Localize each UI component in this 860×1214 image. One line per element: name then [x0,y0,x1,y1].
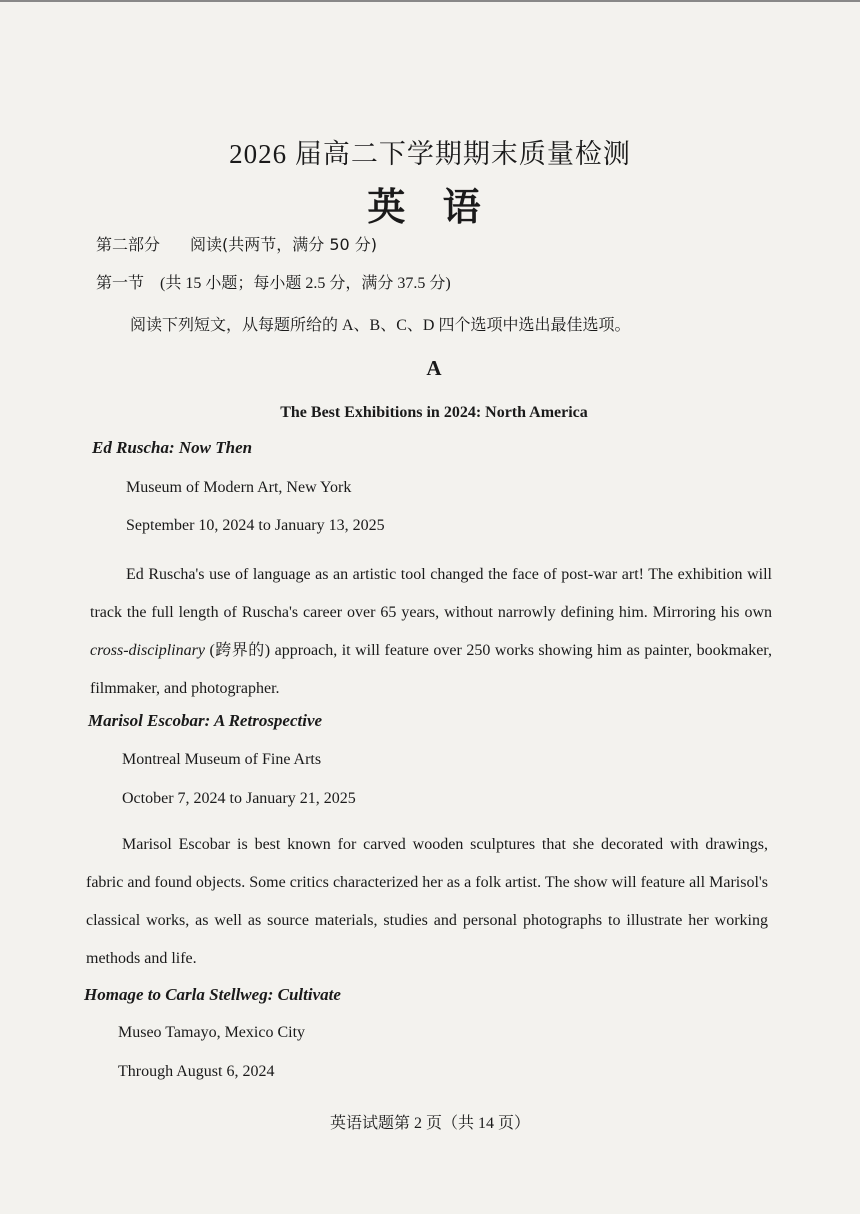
exhibition-dates: Through August 6, 2024 [118,1063,275,1080]
description-text: Ed Ruscha's use of language as an artistic tool changed the face of post-war art! The exhibition will track the full length of Ruscha's career over 65 years, without narrowly defining him. Mirroring his own [90,566,772,621]
exhibition-dates: September 10, 2024 to January 13, 2025 [126,517,385,534]
passage-letter: A [426,356,442,380]
exhibition-description [90,556,772,708]
part-description: 阅读(共两节，满分 50 分) [190,235,378,254]
part-heading [96,232,377,255]
passage-title: The Best Exhibitions in 2024: North America [280,404,588,421]
exhibition-title: Homage to Carla Stellweg: Cultivate [84,985,341,1004]
part-name: 第二部分 [96,235,161,254]
page-edge [0,0,860,2]
exam-title: 2026 届高二下学期期末质量检测 [229,139,631,169]
page-footer: 英语试题第 2 页（共 14 页） [329,1115,530,1132]
exhibition-venue: Montreal Museum of Fine Arts [122,751,322,768]
exhibition-venue: Museum of Modern Art, New York [126,479,352,496]
italic-term: cross-disciplinary [90,642,205,659]
description-text: (跨界的) approach, it will feature over 250 works showing him as painter, bookmaker, filmmaker, and photographer. [90,642,772,697]
description-text: Marisol Escobar is best known for carved wooden sculptures that she decorated with drawings, fabric and found objects. Some critics characterized her as a folk artist. The show will feature all Marisol's classical works, as well as source materials, studies and personal photographs to illustrate her working methods and life. [86,836,768,967]
exhibition-title: Ed Ruscha: Now Then [92,438,253,457]
exhibition-venue: Museo Tamayo, Mexico City [118,1024,306,1041]
exhibition-title: Marisol Escobar: A Retrospective [88,711,323,730]
instruction: 阅读下列短文，从每题所给的 A、B、C、D 四个选项中选出最佳选项。 [130,317,631,334]
exhibition-description [86,826,768,978]
subject-title: 英 语 [367,185,493,229]
section-heading: 第一节 (共 15 小题；每小题 2.5 分，满分 37.5 分) [96,275,451,292]
exhibition-dates: October 7, 2024 to January 21, 2025 [122,790,356,807]
